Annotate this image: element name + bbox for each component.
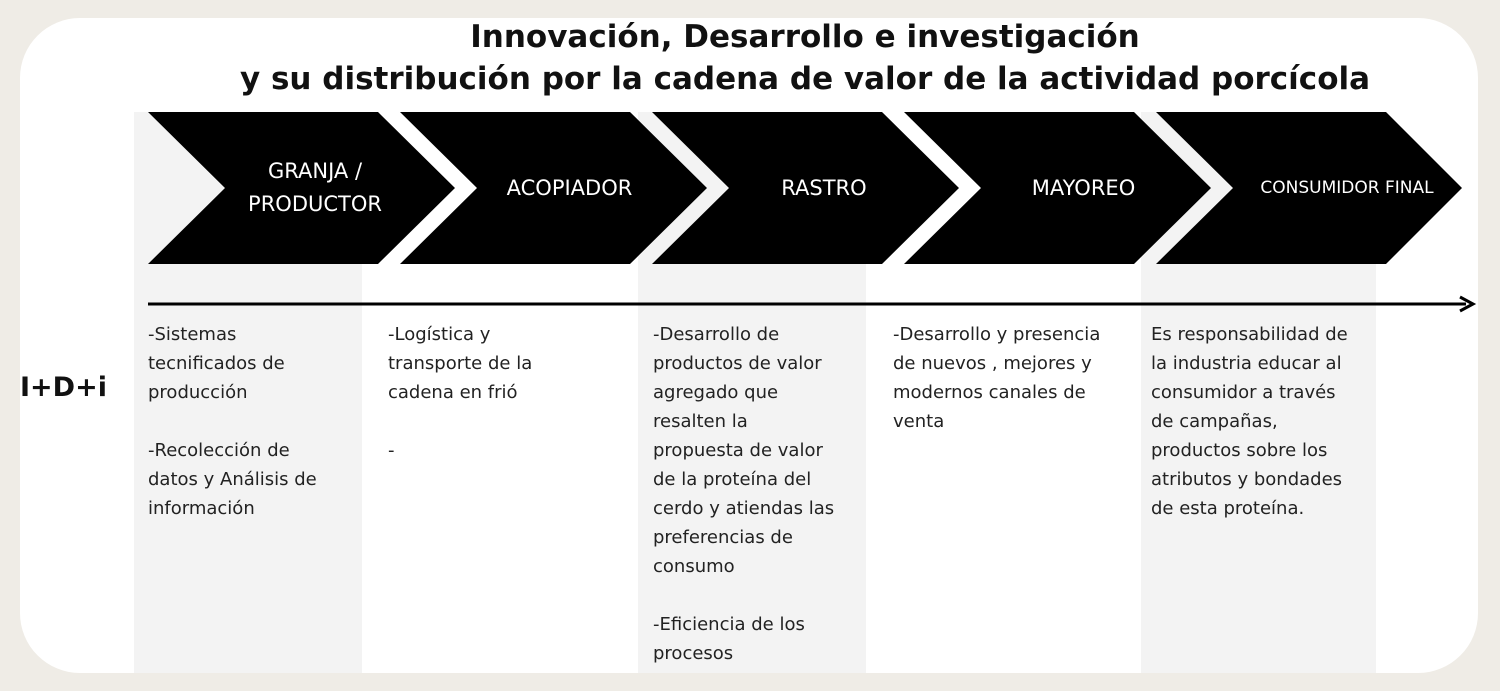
rastro-item-2: -Eficiencia de los procesos — [653, 614, 805, 664]
mayoreo-item-1: -Desarrollo y presencia de nuevos , mejores y modernos canales de venta — [893, 324, 1101, 432]
idi-label: I+D+i — [20, 372, 107, 403]
column-text-rastro — [653, 320, 868, 691]
column-text-consumidor — [1151, 320, 1376, 552]
stage-label-mayoreo: MAYOREO — [1031, 176, 1136, 200]
acopiador-item-2: - — [388, 440, 395, 461]
rastro-item-1: -Desarrollo de productos de valor agregado que resalten la propuesta de valor de la proteína del cerdo y atiendas las preferencias de consumo — [653, 324, 835, 577]
consumidor-item-1: Es responsabilidad de la industria educar al consumidor a través de campañas, productos sobre los atributos y bondades de esta proteína. — [1151, 324, 1348, 519]
title-line-1: Innovación, Desarrollo e investigación — [470, 19, 1140, 55]
stage-label-acopiador: ACOPIADOR — [506, 176, 633, 200]
stage-label-consumidor: CONSUMIDOR FINAL — [1260, 178, 1434, 198]
stage-label-granja: GRANJA / PRODUCTOR — [248, 159, 382, 216]
column-text-acopiador — [388, 320, 618, 494]
granja-item-2: -Recolección de datos y Análisis de información — [148, 440, 317, 519]
granja-item-1: -Sistemas tecnificados de producción — [148, 324, 285, 403]
column-text-mayoreo — [893, 320, 1138, 465]
stage-label-rastro: RASTRO — [781, 176, 867, 200]
title-line-2: y su distribución por la cadena de valor de la actividad porcícola — [239, 61, 1371, 97]
column-text-granja — [148, 320, 368, 552]
acopiador-item-1: -Logística y transporte de la cadena en frió — [388, 324, 533, 403]
